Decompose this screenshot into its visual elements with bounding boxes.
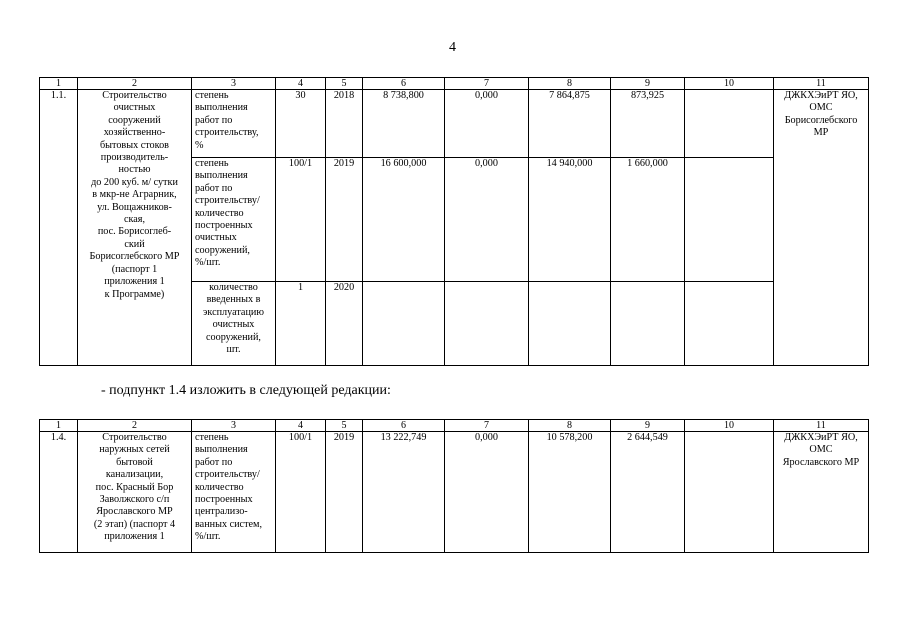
year-cell: 2019 bbox=[326, 158, 363, 282]
table-row bbox=[40, 432, 869, 553]
item-number: 1.4. bbox=[40, 432, 78, 553]
column-header: 7 bbox=[445, 420, 529, 432]
year-cell: 2020 bbox=[326, 282, 363, 366]
total-cell bbox=[363, 282, 445, 366]
column-header-row bbox=[40, 78, 869, 90]
amount-cell: 14 940,000 bbox=[529, 158, 611, 282]
value-cell: 100/1 bbox=[276, 158, 326, 282]
column-header: 8 bbox=[529, 420, 611, 432]
column-header: 10 bbox=[685, 78, 774, 90]
value-cell: 1 bbox=[276, 282, 326, 366]
amount-cell: 10 578,200 bbox=[529, 432, 611, 553]
column-header: 8 bbox=[529, 78, 611, 90]
column-header: 4 bbox=[276, 420, 326, 432]
column-header: 9 bbox=[611, 420, 685, 432]
column-header: 1 bbox=[40, 420, 78, 432]
column-header: 3 bbox=[192, 420, 276, 432]
column-header: 7 bbox=[445, 78, 529, 90]
amount-cell bbox=[685, 282, 774, 366]
amount-cell bbox=[529, 282, 611, 366]
amount-cell: 0,000 bbox=[445, 432, 529, 553]
column-header: 11 bbox=[774, 78, 869, 90]
subnote-text: - подпункт 1.4 изложить в следующей редакции: bbox=[101, 383, 391, 398]
item-name: Строительство очистных сооружений хозяйственно- бытовых стоков производитель- ностью до 200 куб. м/ сутки в мкр-не Аграрник, ул. Вощажников- ская, пос. Борисоглеб- ский Борисоглебского МР (паспорт 1 приложения 1 к Программе) bbox=[78, 90, 192, 366]
column-header: 4 bbox=[276, 78, 326, 90]
amount-cell: 0,000 bbox=[445, 158, 529, 282]
amount-cell: 873,925 bbox=[611, 90, 685, 158]
column-header: 11 bbox=[774, 420, 869, 432]
indicator-cell: степень выполнения работ по строительству, % bbox=[192, 90, 276, 158]
amount-cell bbox=[685, 90, 774, 158]
page-number: 4 bbox=[449, 40, 456, 55]
indicator-cell: степень выполнения работ по строительству/ количество построенных централизо- ванных систем, %/шт. bbox=[192, 432, 276, 553]
program-table-1 bbox=[39, 77, 869, 366]
table-row bbox=[40, 90, 869, 158]
amount-cell bbox=[685, 432, 774, 553]
amount-cell: 2 644,549 bbox=[611, 432, 685, 553]
item-name: Строительство наружных сетей бытовой канализации, пос. Красный Бор Заволжского с/п Ярославского МР (2 этап) (паспорт 4 приложения 1 bbox=[78, 432, 192, 553]
amount-cell bbox=[445, 282, 529, 366]
column-header: 9 bbox=[611, 78, 685, 90]
indicator-cell: степень выполнения работ по строительству/ количество построенных очистных сооружений, %/шт. bbox=[192, 158, 276, 282]
amount-cell bbox=[611, 282, 685, 366]
column-header: 1 bbox=[40, 78, 78, 90]
column-header-row bbox=[40, 420, 869, 432]
amount-cell bbox=[685, 158, 774, 282]
year-cell: 2019 bbox=[326, 432, 363, 553]
column-header: 3 bbox=[192, 78, 276, 90]
executor-cell: ДЖКХЭиРТ ЯО, ОМС Борисоглебского МР bbox=[774, 90, 869, 366]
program-table-2 bbox=[39, 419, 869, 553]
item-number: 1.1. bbox=[40, 90, 78, 366]
value-cell: 30 bbox=[276, 90, 326, 158]
year-cell: 2018 bbox=[326, 90, 363, 158]
column-header: 6 bbox=[363, 420, 445, 432]
total-cell: 16 600,000 bbox=[363, 158, 445, 282]
total-cell: 8 738,800 bbox=[363, 90, 445, 158]
amount-cell: 1 660,000 bbox=[611, 158, 685, 282]
column-header: 6 bbox=[363, 78, 445, 90]
value-cell: 100/1 bbox=[276, 432, 326, 553]
total-cell: 13 222,749 bbox=[363, 432, 445, 553]
amount-cell: 0,000 bbox=[445, 90, 529, 158]
column-header: 2 bbox=[78, 420, 192, 432]
column-header: 5 bbox=[326, 420, 363, 432]
column-header: 5 bbox=[326, 78, 363, 90]
amount-cell: 7 864,875 bbox=[529, 90, 611, 158]
executor-cell: ДЖКХЭиРТ ЯО, ОМС Ярославского МР bbox=[774, 432, 869, 553]
column-header: 2 bbox=[78, 78, 192, 90]
indicator-cell: количество введенных в эксплуатацию очистных сооружений, шт. bbox=[192, 282, 276, 366]
column-header: 10 bbox=[685, 420, 774, 432]
